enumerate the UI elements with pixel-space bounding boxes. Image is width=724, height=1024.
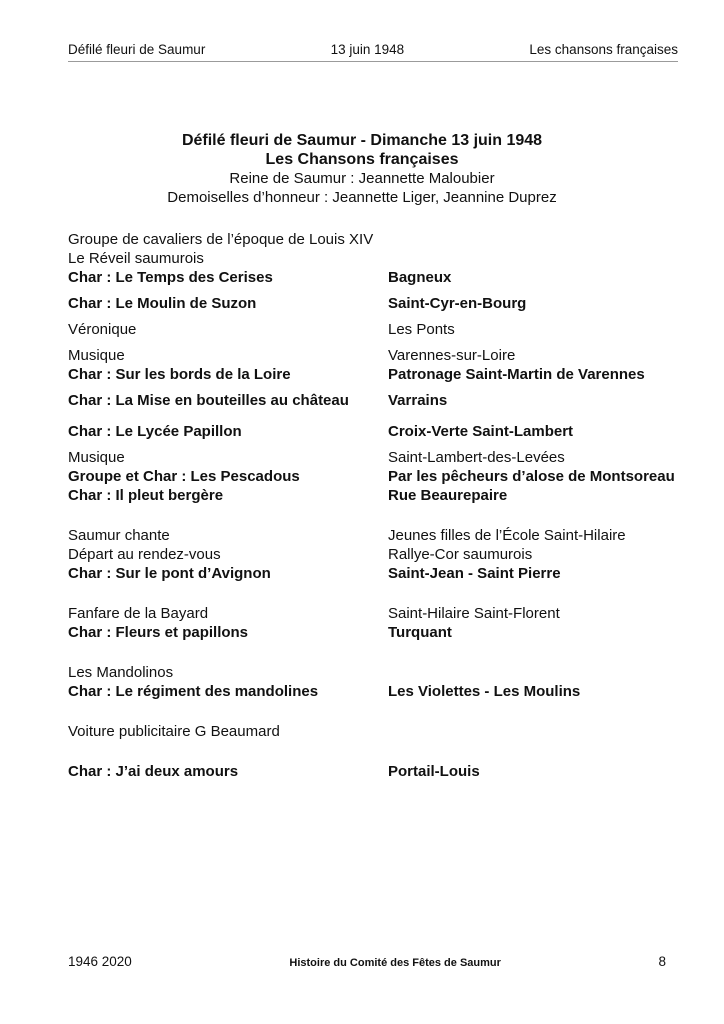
parade-left-cell: Groupe et Char : Les Pescadous	[68, 468, 300, 485]
parade-row	[68, 320, 680, 339]
parade-left-cell: Char : La Mise en bouteilles au château	[68, 392, 349, 409]
parade-row	[68, 294, 680, 313]
title-line-1: Défilé fleuri de Saumur - Dimanche 13 juin 1948	[181, 132, 543, 149]
footer-year-range: 1946 2020	[68, 954, 132, 969]
title-line-2: Les Chansons françaises	[265, 151, 459, 168]
title-line-4: Demoiselles d’honneur : Jeannette Liger, Jeannine Duprez	[167, 189, 557, 206]
parade-left-cell: Char : Il pleut bergère	[68, 487, 224, 504]
parade-right-cell: Turquant	[388, 624, 452, 641]
parade-left-cell: Voiture publicitaire G Beaumard	[68, 723, 280, 740]
parade-row	[68, 346, 680, 365]
parade-left-cell: Char : Le Moulin de Suzon	[68, 295, 257, 312]
parade-right-cell: Jeunes filles de l’École Saint-Hilaire	[388, 527, 626, 544]
parade-right-cell: Patronage Saint-Martin de Varennes	[388, 366, 645, 383]
parade-right-cell: Varennes-sur-Loire	[388, 347, 516, 364]
parade-right-cell: Saint-Jean - Saint Pierre	[388, 565, 561, 582]
parade-left-cell: Char : Le Lycée Papillon	[68, 423, 242, 440]
parade-left-cell: Groupe de cavaliers de l’époque de Louis XIV	[68, 231, 374, 248]
parade-left-cell: Char : Sur le pont d’Avignon	[68, 565, 271, 582]
parade-left-cell: Musique	[68, 347, 125, 364]
parade-left-cell: Saumur chante	[68, 527, 170, 544]
parade-right-cell: Bagneux	[388, 269, 452, 286]
parade-row	[68, 604, 680, 623]
parade-left-cell: Fanfare de la Bayard	[68, 605, 209, 622]
parade-left-cell: Musique	[68, 449, 125, 466]
parade-row	[68, 230, 680, 249]
parade-row	[68, 486, 680, 505]
page-footer	[68, 954, 666, 969]
parade-left-cell: Char : Le Temps des Cerises	[68, 269, 273, 286]
parade-left-cell: Char : J’ai deux amours	[68, 763, 239, 780]
parade-left-cell: Véronique	[68, 321, 137, 338]
parade-right-cell: Les Violettes - Les Moulins	[388, 683, 581, 700]
parade-row	[68, 448, 680, 467]
parade-list	[68, 230, 680, 781]
parade-left-cell: Char : Sur les bords de la Loire	[68, 366, 291, 383]
parade-right-cell: Rue Beaurepaire	[388, 487, 508, 504]
parade-row	[68, 422, 680, 441]
parade-left-cell: Char : Fleurs et papillons	[68, 624, 249, 641]
parade-right-cell	[388, 230, 680, 249]
parade-left-cell: Char : Le régiment des mandolines	[68, 683, 319, 700]
title-line-3: Reine de Saumur : Jeannette Maloubier	[229, 170, 495, 187]
parade-row	[68, 365, 680, 384]
parade-right-cell: Rallye-Cor saumurois	[388, 546, 533, 563]
parade-row	[68, 722, 680, 741]
parade-right-cell: Les Ponts	[388, 321, 455, 338]
parade-right-cell: Saint-Hilaire Saint-Florent	[388, 605, 560, 622]
parade-row	[68, 467, 680, 486]
parade-right-cell: Portail-Louis	[388, 763, 480, 780]
parade-right-cell: Croix-Verte Saint-Lambert	[388, 423, 574, 440]
header-right-text: Les chansons françaises	[529, 42, 678, 57]
parade-right-cell	[388, 722, 680, 741]
parade-row	[68, 545, 680, 564]
parade-left-cell: Départ au rendez-vous	[68, 546, 221, 563]
parade-row	[68, 526, 680, 545]
parade-row	[68, 682, 680, 701]
parade-row	[68, 564, 680, 583]
parade-row	[68, 268, 680, 287]
parade-right-cell	[388, 249, 680, 268]
parade-right-cell: Saint-Lambert-des-Levées	[388, 449, 565, 466]
parade-row	[68, 623, 680, 642]
parade-row	[68, 663, 680, 682]
page-header	[68, 42, 678, 58]
parade-left-cell: Le Réveil saumurois	[68, 250, 204, 267]
header-rule	[68, 61, 678, 62]
footer-page-number: 8	[658, 954, 666, 969]
parade-row	[68, 249, 680, 268]
parade-right-cell: Varrains	[388, 392, 448, 409]
footer-book-title: Histoire du Comité des Fêtes de Saumur	[289, 957, 501, 969]
parade-right-cell: Par les pêcheurs d’alose de Montsoreau	[388, 468, 675, 485]
parade-row	[68, 391, 680, 410]
header-center-text: 13 juin 1948	[330, 42, 405, 57]
title-block	[0, 131, 724, 207]
parade-left-cell: Les Mandolinos	[68, 664, 174, 681]
header-left-text: Défilé fleuri de Saumur	[68, 42, 206, 57]
parade-right-cell: Saint-Cyr-en-Bourg	[388, 295, 527, 312]
parade-right-cell	[388, 663, 680, 682]
parade-row	[68, 762, 680, 781]
